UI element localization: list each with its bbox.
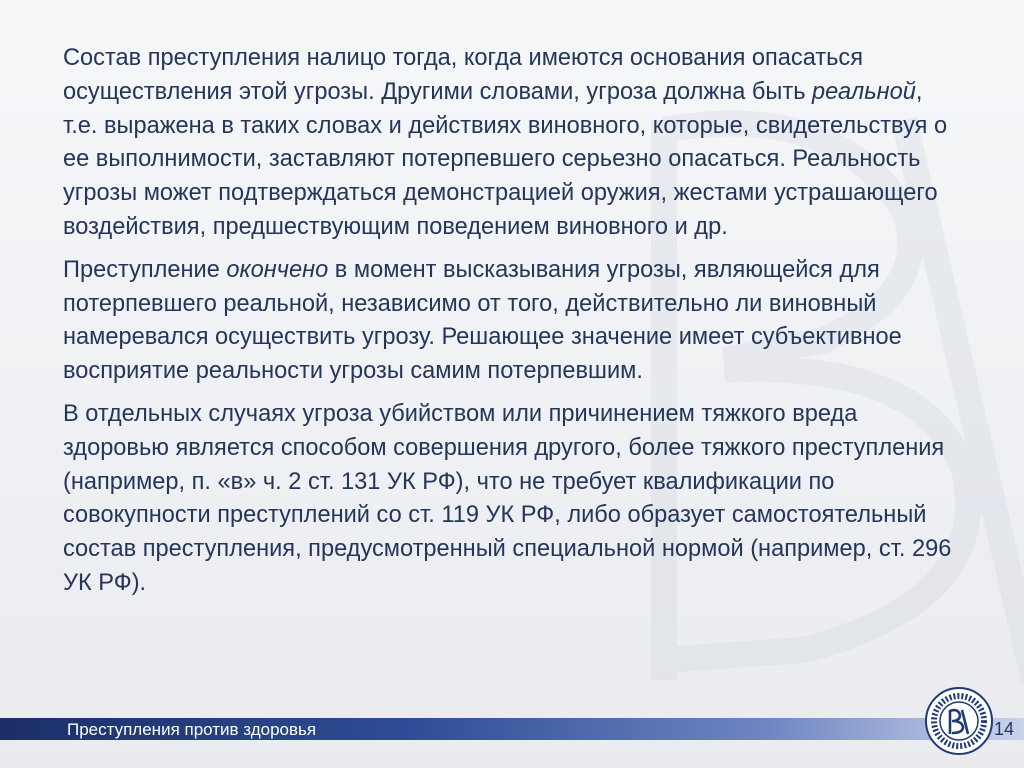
paragraph-emphasis: окончено xyxy=(226,256,329,283)
page-number: 14 xyxy=(994,719,1015,739)
paragraph-text: В отдельных случаях угроза убийством или причинением тяжкого вреда здоровью является способом совершения другого, более тяжкого преступления (например, п. «в» ч. 2 ст. 131 УК РФ), что не требует квалификации по совокупности преступлений со ст. 119 УК РФ, либо образует самостоятельный состав преступления, предусмотренный специальной нормой (например, ст. 296 УК РФ). xyxy=(63,400,952,596)
paragraph-crime-completion xyxy=(63,254,963,389)
paragraph-threat-reality xyxy=(63,42,963,245)
university-seal-icon xyxy=(924,686,994,756)
paragraph-special-cases xyxy=(63,398,963,601)
paragraph-emphasis: реальной xyxy=(812,78,916,105)
paragraph-text: в момент высказывания угрозы, являющейся для потерпевшего реальной, независимо от того, действительно ли виновный намеревался осуществить угрозу. Решающее значение имеет субъективное восприятие реальности угрозы самим потерпевшим. xyxy=(63,256,902,385)
paragraph-text: Преступление xyxy=(63,256,227,283)
paragraph-text: , т.е. выражена в таких словах и действиях виновного, которые, свидетельствуя о ее выполнимости, заставляют потерпевшего серьезно опасаться. Реальность угрозы может подтверждаться демонстрацией оружия, жестами устрашающего воздействия, предшествующим поведением виновного и др. xyxy=(63,78,948,240)
footer-title: Преступления против здоровья xyxy=(67,720,317,739)
paragraph-text: Состав преступления налицо тогда, когда имеются основания опасаться осуществления этой угрозы. Другими словами, угроза должна быть xyxy=(63,45,863,105)
main-text xyxy=(63,42,963,610)
